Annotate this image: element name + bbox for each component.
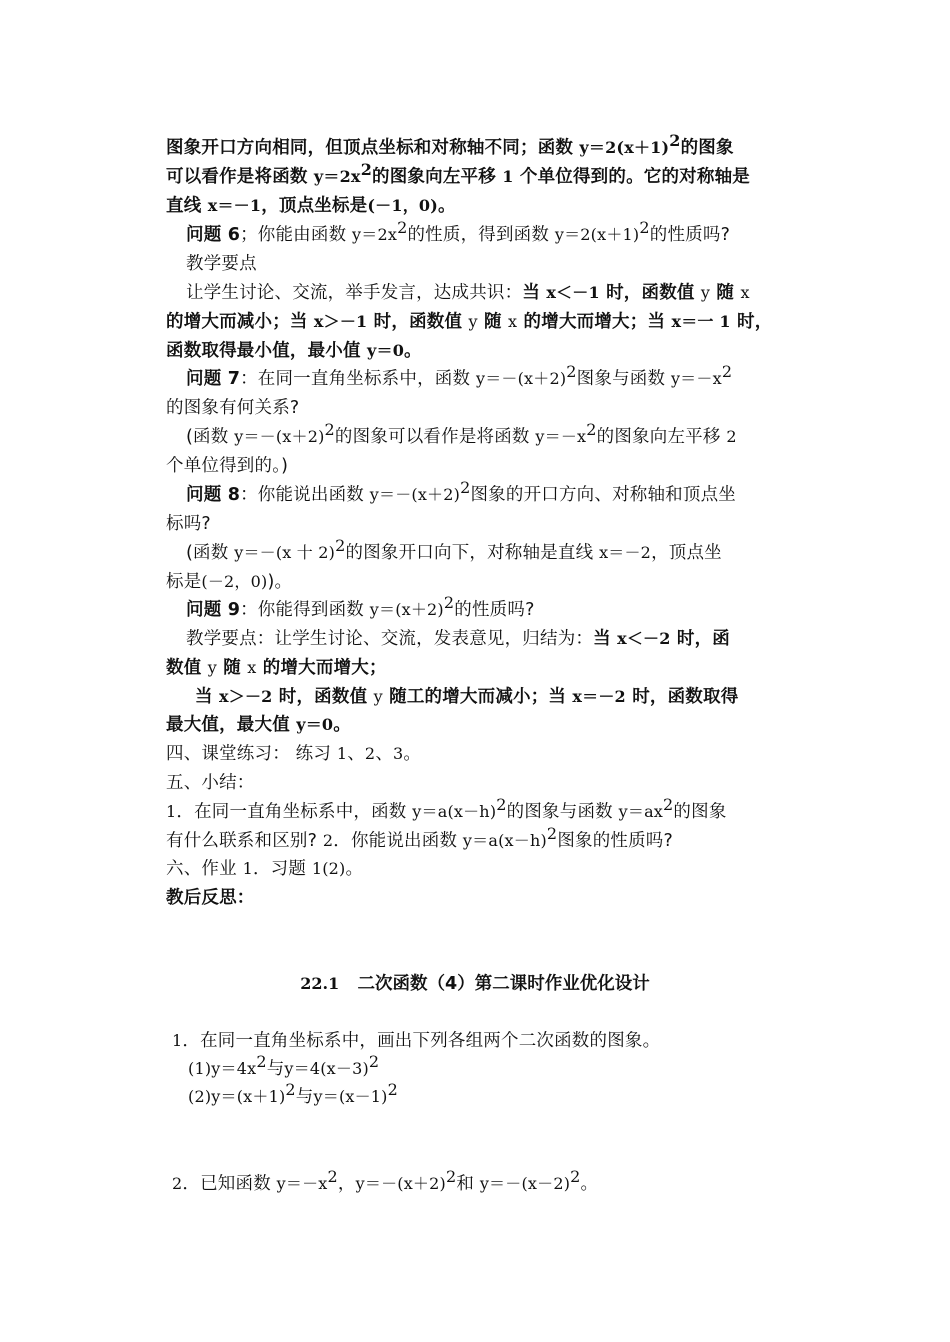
text-line: 的图象有何关系? (166, 398, 300, 418)
text-line: 1．在同一直角坐标系中，函数 $y=a(x-h)^2$的图象与函数 $y=ax^2$的图象 (166, 795, 727, 822)
text-line: 图象开口方向相同，但顶点坐标和对称轴不同；函数 $y=2(x+1)^2$的图象 (166, 131, 734, 158)
text-line: 教学要点 (186, 254, 257, 274)
question-6: 问题 6；你能由函数 $y=2x^2$的性质，得到函数 $y=2(x+1)^2$的性质吗? (186, 218, 731, 245)
text-line: 标吗? (166, 514, 211, 534)
text-line: 个单位得到的。) (166, 456, 289, 476)
section-heading-summary: 五、小结： (166, 773, 255, 793)
exercise-1-part-1: $(1)y=4x^2$与$y=4(x-3)^2$ (188, 1052, 380, 1079)
text-line: 让学生讨论、交流，举手发言，达成共识：当 x＜－1 时，函数值 y 随 x (186, 283, 750, 303)
text-line: 数值 y 随 x 的增大而增大； (166, 658, 387, 678)
section-title: 22.1 二次函数（4）第二课时作业优化设计 (300, 974, 650, 994)
text-line: 直线 x＝－1，顶点坐标是(－1，0)。 (166, 196, 456, 216)
question-9: 问题 9：你能得到函数 $y=(x+2)^2$的性质吗? (186, 593, 535, 620)
question-7: 问题 7：在同一直角坐标系中，函数 $y=-(x+2)^2$图象与函数 $y=-x^2$ (186, 362, 733, 389)
text-line: 教学要点：让学生讨论、交流，发表意见，归结为：当 x＜－2 时，函 (186, 629, 730, 649)
text-line: 有什么联系和区别? 2．你能说出函数 $y=a(x-h)^2$图象的性质吗? (166, 824, 674, 851)
exercise-1-part-2: $(2)y=(x+1)^2$与$y=(x-1)^2$ (188, 1080, 399, 1107)
section-heading-homework: 六、作业 1．习题 1(2)。 (166, 859, 364, 879)
text-line: (函数 $y=-(x+2)^2$的图象可以看作是将函数 $y=-x^2$的图象向左平移 2 (186, 420, 737, 447)
question-8: 问题 8：你能说出函数 $y=-(x+2)^2$图象的开口方向、对称轴和顶点坐 (186, 478, 736, 505)
text-line: 的增大而减小；当 x＞－1 时，函数值 y 随 x 的增大而增大；当 x＝一 1 时， (166, 312, 773, 332)
text-line: 标是(－2，0))。 (166, 572, 293, 592)
section-heading-practice: 四、课堂练习： 练习 1、2、3。 (166, 744, 422, 764)
exercise-1: 1．在同一直角坐标系中，画出下列各组两个二次函数的图象。 (172, 1031, 661, 1051)
text-line: 可以看作是将函数 $y=2x^2$的图象向左平移 1 个单位得到的。它的对称轴是 (166, 160, 750, 187)
exercise-2: 2．已知函数 $y=-x^2$，$y=-(x+2)^2$和 $y=-(x-2)^2$。 (172, 1167, 599, 1194)
text-line: 函数取得最小值，最小值 y＝0。 (166, 341, 422, 361)
text-line: 最大值，最大值 y＝0。 (166, 715, 351, 735)
text-line: (函数 y＝－(x 十 2)$^2$的图象开口向下，对称轴是直线 x＝－2，顶点坐 (186, 536, 722, 563)
section-heading-reflection: 教后反思： (166, 888, 255, 908)
text-line: 当 x＞－2 时，函数值 y 随工的增大而减小；当 x＝－2 时，函数取得 (195, 687, 739, 707)
